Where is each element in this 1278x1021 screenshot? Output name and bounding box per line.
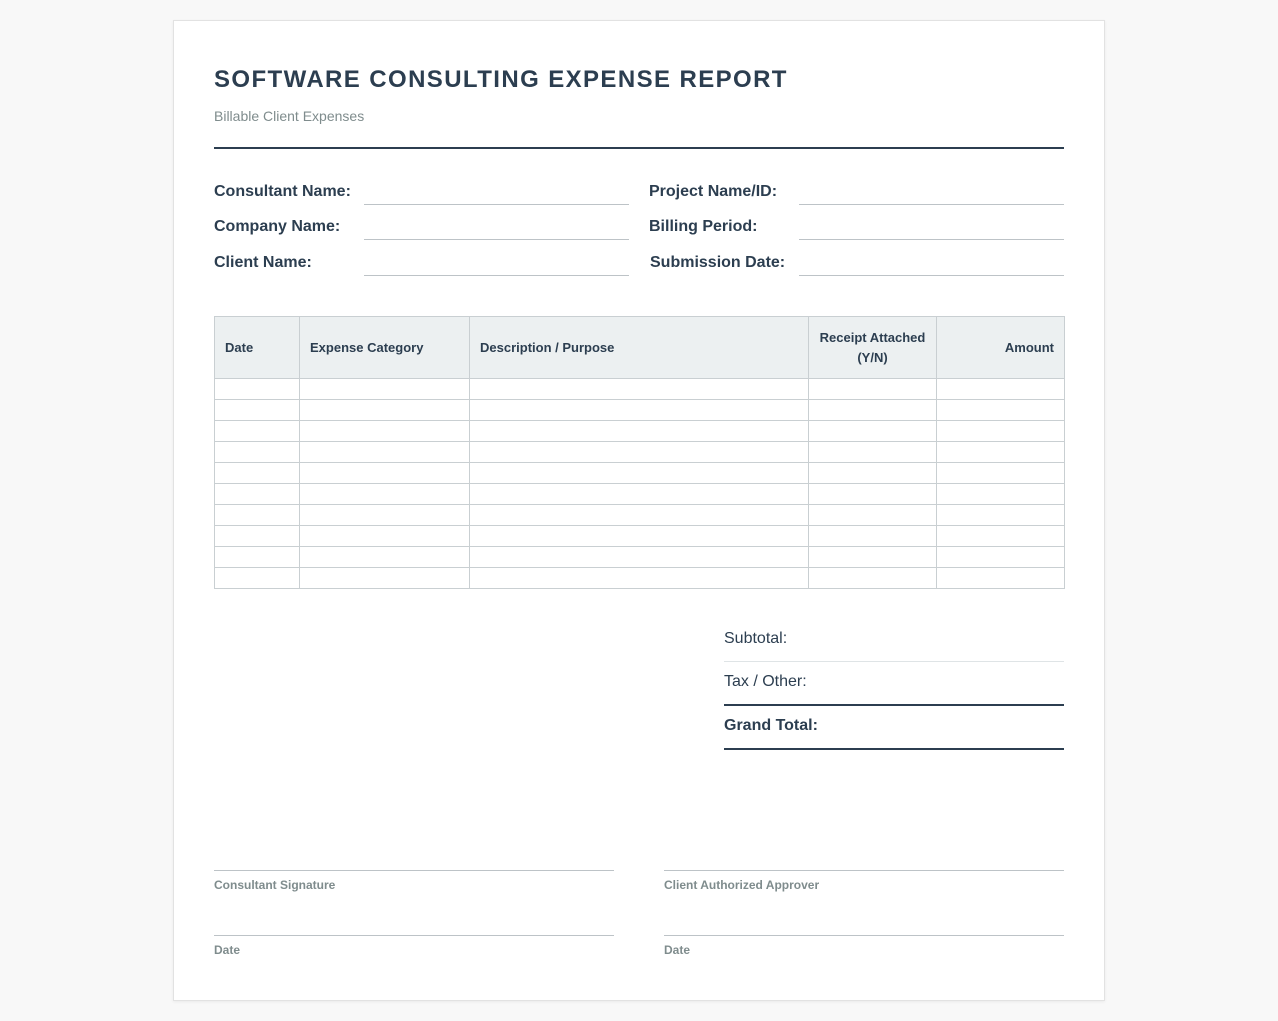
client-date-label: Date	[664, 943, 691, 957]
date-cell[interactable]	[215, 463, 300, 484]
table-row	[215, 379, 1065, 400]
receipt-attached-cell[interactable]	[809, 505, 937, 526]
client-approver-signature-line[interactable]	[664, 870, 1064, 871]
description-cell[interactable]	[470, 547, 809, 568]
billing-period-field[interactable]	[799, 239, 1064, 240]
date-cell[interactable]	[215, 400, 300, 421]
description-cell[interactable]	[470, 463, 809, 484]
receipt-attached-cell[interactable]	[809, 463, 937, 484]
report-title: SOFTWARE CONSULTING EXPENSE REPORT	[214, 66, 788, 93]
receipt-attached-cell[interactable]	[809, 484, 937, 505]
client-name-field[interactable]	[364, 275, 629, 276]
subtotal-line[interactable]	[724, 661, 1064, 662]
receipt-attached-cell[interactable]	[809, 547, 937, 568]
amount-cell[interactable]	[937, 547, 1065, 568]
expense-table	[214, 316, 1065, 589]
expense-category-cell[interactable]	[300, 421, 470, 442]
amount-cell[interactable]	[937, 442, 1065, 463]
description-cell[interactable]	[470, 484, 809, 505]
consultant-date-line[interactable]	[214, 935, 614, 936]
date-cell[interactable]	[215, 442, 300, 463]
amount-cell[interactable]	[937, 484, 1065, 505]
column-header-description: Description / Purpose	[470, 317, 809, 379]
date-cell[interactable]	[215, 547, 300, 568]
date-cell[interactable]	[215, 484, 300, 505]
consultant-date-label: Date	[214, 943, 241, 957]
header-divider	[214, 147, 1064, 149]
amount-cell[interactable]	[937, 463, 1065, 484]
client-approver-label: Client Authorized Approver	[664, 878, 820, 892]
table-row	[215, 463, 1065, 484]
consultant-name-field[interactable]	[364, 204, 629, 205]
company-name-field[interactable]	[364, 239, 629, 240]
receipt-attached-cell[interactable]	[809, 442, 937, 463]
consultant-signature-line[interactable]	[214, 870, 614, 871]
description-cell[interactable]	[470, 505, 809, 526]
expense-category-cell[interactable]	[300, 379, 470, 400]
amount-cell[interactable]	[937, 379, 1065, 400]
grand-total-label: Grand Total:	[724, 717, 818, 734]
expense-category-cell[interactable]	[300, 463, 470, 484]
expense-category-cell[interactable]	[300, 484, 470, 505]
receipt-attached-cell[interactable]	[809, 526, 937, 547]
date-cell[interactable]	[215, 421, 300, 442]
expense-category-cell[interactable]	[300, 526, 470, 547]
tax-other-line[interactable]	[724, 704, 1064, 706]
consultant-name-label: Consultant Name:	[214, 183, 351, 200]
description-cell[interactable]	[470, 442, 809, 463]
expense-category-cell[interactable]	[300, 568, 470, 589]
expense-category-cell[interactable]	[300, 547, 470, 568]
amount-cell[interactable]	[937, 526, 1065, 547]
date-cell[interactable]	[215, 505, 300, 526]
receipt-attached-cell[interactable]	[809, 421, 937, 442]
consultant-signature-label: Consultant Signature	[214, 878, 336, 892]
project-name-id-label: Project Name/ID:	[649, 183, 778, 200]
table-header-row	[215, 317, 1065, 379]
amount-cell[interactable]	[937, 421, 1065, 442]
expense-category-cell[interactable]	[300, 400, 470, 421]
expense-category-cell[interactable]	[300, 505, 470, 526]
description-cell[interactable]	[470, 526, 809, 547]
tax-other-label: Tax / Other:	[724, 673, 807, 690]
amount-cell[interactable]	[937, 400, 1065, 421]
column-header-receipt-attached: Receipt Attached (Y/N)	[809, 317, 937, 379]
amount-cell[interactable]	[937, 505, 1065, 526]
report-subtitle: Billable Client Expenses	[214, 108, 365, 124]
amount-cell[interactable]	[937, 568, 1065, 589]
subtotal-label: Subtotal:	[724, 630, 788, 647]
project-name-id-field[interactable]	[799, 204, 1064, 205]
table-row	[215, 442, 1065, 463]
date-cell[interactable]	[215, 568, 300, 589]
table-row	[215, 484, 1065, 505]
column-header-date: Date	[215, 317, 300, 379]
table-row	[215, 421, 1065, 442]
submission-date-field[interactable]	[799, 275, 1064, 276]
column-header-amount: Amount	[937, 317, 1065, 379]
column-header-expense-category: Expense Category	[300, 317, 470, 379]
table-row	[215, 526, 1065, 547]
company-name-label: Company Name:	[214, 218, 341, 235]
client-name-label: Client Name:	[214, 254, 312, 271]
expense-category-cell[interactable]	[300, 442, 470, 463]
submission-date-label: Submission Date:	[650, 254, 786, 271]
date-cell[interactable]	[215, 379, 300, 400]
table-row	[215, 400, 1065, 421]
receipt-attached-cell[interactable]	[809, 568, 937, 589]
description-cell[interactable]	[470, 379, 809, 400]
table-row	[215, 505, 1065, 526]
table-row	[215, 547, 1065, 568]
table-row	[215, 568, 1065, 589]
description-cell[interactable]	[470, 421, 809, 442]
billing-period-label: Billing Period:	[649, 218, 758, 235]
description-cell[interactable]	[470, 400, 809, 421]
expense-report-page	[173, 20, 1105, 1001]
receipt-attached-cell[interactable]	[809, 379, 937, 400]
date-cell[interactable]	[215, 526, 300, 547]
grand-total-line[interactable]	[724, 748, 1064, 750]
receipt-attached-cell[interactable]	[809, 400, 937, 421]
client-date-line[interactable]	[664, 935, 1064, 936]
description-cell[interactable]	[470, 568, 809, 589]
